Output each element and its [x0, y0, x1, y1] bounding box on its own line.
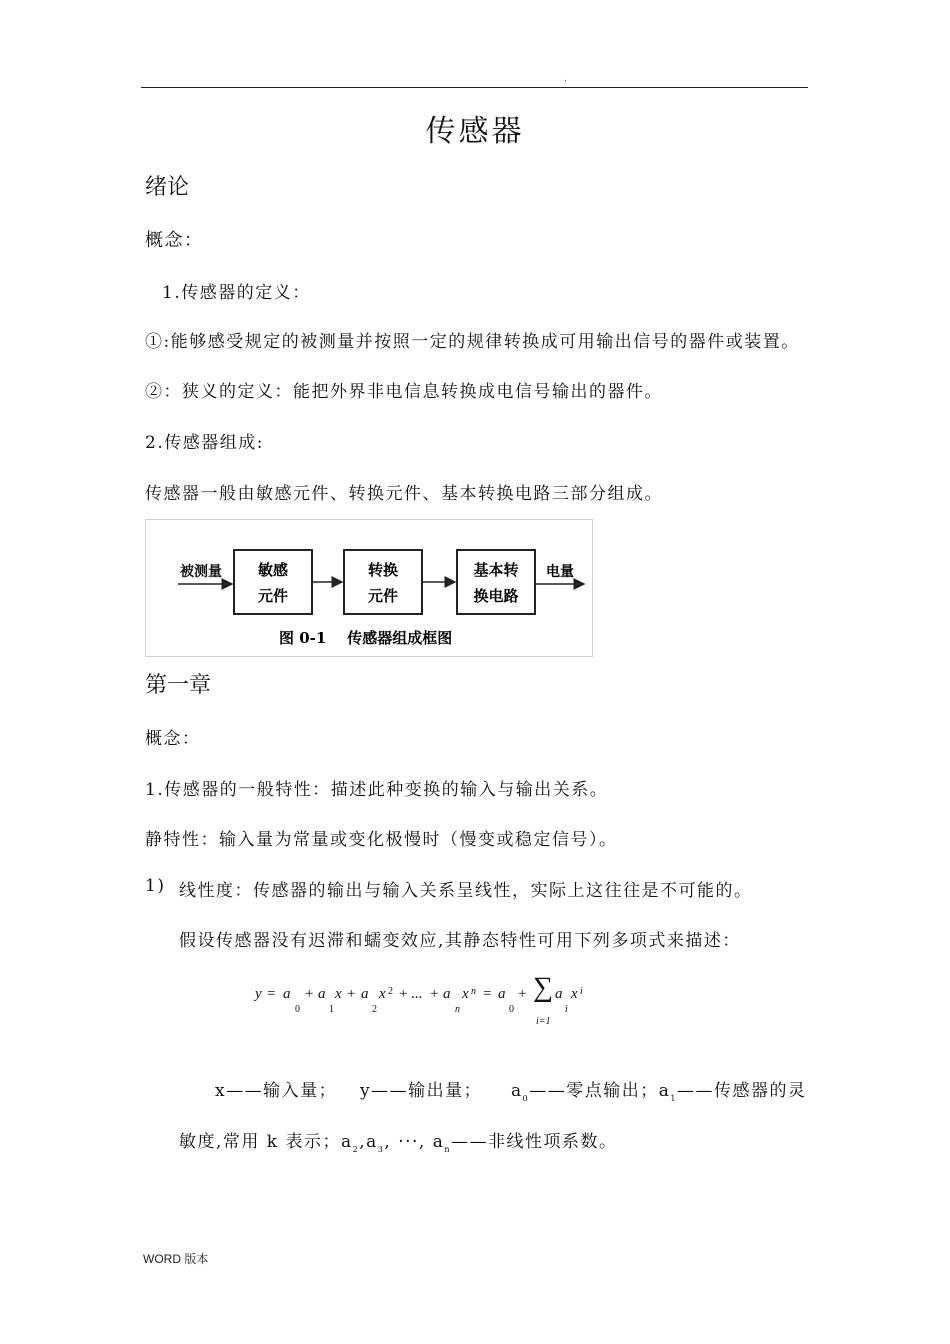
polynomial-formula	[255, 972, 615, 1032]
composition-text: 传感器一般由敏感元件、转换元件、基本转换电路三部分组成。	[145, 484, 663, 504]
intro-concept-label: 概念：	[145, 230, 204, 251]
f-a0: a	[283, 986, 291, 1002]
header-rule	[141, 87, 808, 88]
intro-heading: 绪论	[145, 175, 190, 200]
definition-broad: ①:能够感受规定的被测量并按照一定的规律转换成可用输出信号的器件或装置。	[145, 332, 800, 352]
chapter1-heading: 第一章	[145, 673, 212, 698]
linearity-text: 线性度：传感器的输出与输入关系呈线性，实际上这往往是不可能的。	[179, 881, 753, 901]
static-characteristics: 静特性：输入量为常量或变化极慢时（慢变或稳定信号）。	[145, 830, 618, 850]
figure-caption: 图 0-1 传感器组成框图	[279, 629, 453, 647]
f-eq2: =	[483, 986, 492, 1002]
f-xn-sup: n	[471, 986, 476, 997]
box-convert-line1: 转换	[367, 561, 399, 579]
page-title: 传感器	[425, 114, 525, 149]
f-sigma: ∑	[533, 972, 553, 1003]
polynomial-intro: 假设传感器没有迟滞和蠕变效应,其静态特性可用下列多项式来描述：	[179, 931, 741, 951]
f-ai-sub: i	[565, 1004, 568, 1015]
linearity-number: 1)	[145, 876, 166, 896]
note-sn: n	[444, 1145, 452, 1154]
definition-narrow: ②：狭义的定义：能把外界非电信息转换成电信号输出的器件。	[145, 382, 663, 402]
note-a0-sub: 0	[522, 1094, 530, 1103]
f-xn: x	[462, 986, 469, 1002]
f-an-sub: n	[455, 1004, 460, 1015]
definition-title: 1.传感器的定义：	[162, 283, 311, 303]
box-circuit-line1: 基本转	[473, 561, 519, 579]
f-plus4: +	[430, 986, 439, 1002]
f-a2-sub: 2	[372, 1004, 377, 1015]
general-characteristics: 1.传感器的一般特性：描述此种变换的输入与输出关系。	[145, 780, 609, 800]
f-a0-sub: 0	[295, 1004, 300, 1015]
chapter1-concept-label: 概念：	[145, 729, 201, 749]
box-convert-line2: 元件	[367, 587, 399, 605]
note-line2-mid2: , ···, a	[384, 1132, 445, 1152]
note-line2-mid: ,a	[359, 1132, 378, 1152]
composition-title: 2.传感器组成:	[145, 433, 264, 453]
note-line2-post: ——非线性项系数。	[451, 1132, 618, 1152]
note-y: y——输出量；	[360, 1081, 483, 1101]
f-plus2: +	[347, 986, 356, 1002]
f-x2: x	[379, 986, 386, 1002]
f-sigma-lower: i=1	[536, 1016, 551, 1027]
note-s2: 2	[352, 1145, 360, 1154]
f-x1: x	[335, 986, 342, 1002]
f-plus3: +	[399, 986, 408, 1002]
note-a1-text: ——传感器的灵	[676, 1081, 807, 1101]
input-label: 被测量	[180, 564, 222, 580]
f-a1-sub: 1	[329, 1004, 334, 1015]
page-footer: WORD 版本	[143, 1252, 209, 1266]
header-dot: .	[564, 74, 567, 84]
composition-diagram	[145, 519, 593, 657]
f-plus1: +	[305, 986, 314, 1002]
f-x2-sup: 2	[388, 986, 393, 997]
f-an: a	[443, 986, 451, 1002]
note-line1	[215, 1076, 806, 1103]
f-ai: a	[555, 986, 563, 1002]
box-sensing-line2: 元件	[257, 587, 289, 605]
box-sensing-line1: 敏感	[257, 561, 289, 579]
diagram-svg	[146, 520, 592, 656]
f-y: y	[255, 986, 262, 1002]
f-eq1: =	[267, 986, 276, 1002]
f-xi-sup: i	[580, 986, 583, 997]
note-a1-sub: 1	[670, 1094, 677, 1103]
note-a0-text: ——零点输出；a	[529, 1081, 671, 1101]
note-a0: a	[511, 1081, 523, 1101]
f-a0b: a	[498, 986, 506, 1002]
f-dots: ...	[411, 986, 423, 1002]
f-a0b-sub: 0	[509, 1004, 514, 1015]
box-circuit-line2: 换电路	[473, 587, 519, 605]
note-x: x——输入量；	[215, 1081, 338, 1101]
f-plus5: +	[518, 986, 527, 1002]
note-s3: 3	[377, 1145, 385, 1154]
note-line2-pre: 敏度,常用 k 表示；a	[179, 1132, 353, 1152]
f-a1: a	[318, 986, 326, 1002]
f-a2: a	[361, 986, 369, 1002]
output-label: 电量	[546, 564, 574, 580]
note-line2	[179, 1127, 618, 1154]
f-xi: x	[571, 986, 578, 1002]
